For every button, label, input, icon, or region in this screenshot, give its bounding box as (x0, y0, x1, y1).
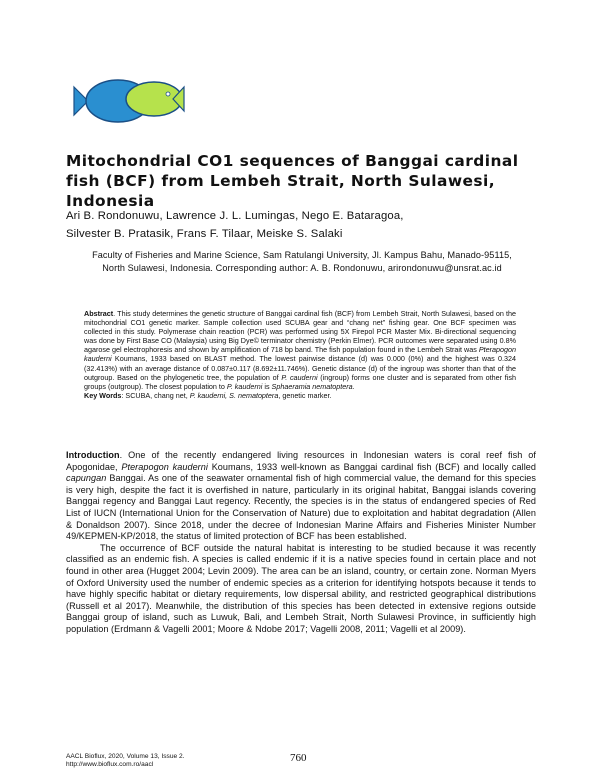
body-italic: capungan (66, 473, 107, 484)
affiliation: Faculty of Fisheries and Marine Science, Sam Ratulangi University, Jl. Kampus Bahu, Manado-95115, North Sulawesi, Indonesia. Corresponding author: A. B. Rondonuwu, arirondonuwu@unsrat.ac.id (92, 250, 512, 273)
intro-paragraph-1 (66, 450, 536, 543)
journal-footer (66, 753, 185, 769)
authors-line-1: Ari B. Rondonuwu, Lawrence J. L. Lumingas, Nego E. Bataragoa, (66, 210, 404, 222)
abstract-text: Koumans, 1933 based on BLAST method. The lowest pairwise distance (d) was 0.000 (0%) and the highest was 0.324 (32.413%) with an average distance of 0.087±0.117 (8.692±11.746%). Genetic distance (d) of the ingroup was shorter than that of the outgroup. Based on the phylogenetic tree, the population of (84, 354, 516, 382)
abstract-text: (ingroup) forms one cluster and is separated from other fish groups (outgroup). The closest population to (84, 372, 516, 391)
abstract-italic: Sphaeramia nematoptera (271, 381, 353, 391)
body-text: Banggai. As one of the seawater ornamental fish of high commercial value, the demand for this species is very high, despite the fact it is overfished in nature, particularly in its original habitat, Banggai islands covering Banggai regency and Banggai Laut regency. Recently, the species is in the status of endangered species of Red List of IUCN (International Union for the Conservation of Nature) due to exploitation and habitat degradation (Allen & Donaldson 2007). Since 2018, under the decree of Indonesian Marine Affairs and Fisheries Minister Number 49/KEPMEN-KP/2018, the status of limited protection of BCF has been established. (66, 473, 536, 542)
body-italic: Pterapogon kauderni (121, 461, 208, 472)
author-list (66, 207, 536, 243)
abstract-text: . (352, 381, 355, 391)
abstract-text: is (262, 381, 272, 391)
authors-line-2: Silvester B. Pratasik, Frans F. Tilaar, Meiske S. Salaki (66, 228, 343, 240)
fish-logo-icon (74, 80, 184, 122)
abstract-italic: Pterapogon kauderni (84, 345, 516, 364)
page-number: 760 (290, 752, 307, 764)
abstract-italic: P. kauderni (226, 381, 263, 391)
abstract (84, 309, 516, 400)
abstract-label: Abstract (84, 309, 114, 318)
journal-logo (70, 73, 190, 129)
abstract-italic: P. cauderni (281, 372, 318, 382)
body-text: . One of the recently endangered living resources in Indonesian waters is coral reef fish of Apogonidae, (66, 450, 536, 472)
abstract-text: . This study determines the genetic structure of Banggai cardinal fish (BCF) from Lembeh Strait, North Sulawesi, based on the mitochondrial CO1 genetic marker. Sample collection used SCUBA gear and “chang net” fishing gear. One BCF specimen was collected in this study. Polymerase chain reaction (PCR) was performed using 5X Firepol PCR Master Mix. Bi-directional sequencing was done by First Base CO (Malaysia) using Big Dye© terminator chemistry (Perkin Elmer). PCR outcomes were separated using 0.8% agarose gel electrophoresis and shown by amplification of 718 bp band. The fish population found in the Lembeh Strait was (84, 309, 516, 355)
paper-title: Mitochondrial CO1 sequences of Banggai cardinal fish (BCF) from Lembeh Strait, North Sulawesi, Indonesia (66, 152, 519, 210)
intro-paragraph-2: The occurrence of BCF outside the natural habitat is interesting to be studied because it was recently classified as an endemic fish. A species is called endemic if it is a native species found in certain place and not found in other area (Hugget 2004; Levin 2009). The area can be an island, country, or certain zone. Norman Myers of Oxford University used the number of endemic species as a criterion for identifying hotspots because it tends to have highly specific habitat or dietary requirements, low dispersal ability, and restricted geographical distributions (Russell et al 2017). Meanwhile, the distribution of this species has been detected in extensive regions outside Banggai group of island, such as Luwuk, Bali, and Lembeh Strait, North Sulawesi Province, in sufficiently high population (Erdmann & Vagelli 2001; Moore & Ndobe 2017; Vagelli 2008, 2011; Vagelli et al 2009). (66, 542, 536, 634)
keywords-label: Key Words (84, 390, 122, 400)
section-heading: Introduction (66, 450, 120, 460)
main-text (66, 450, 536, 636)
keywords-text: : SCUBA, chang net, (121, 390, 190, 400)
journal-citation: AACL Bioflux, 2020, Volume 13, Issue 2. (66, 753, 185, 760)
journal-url[interactable]: http://www.bioflux.com.ro/aacl (66, 761, 154, 768)
keywords-text: , genetic marker. (278, 390, 332, 400)
body-text: Koumans, 1933 well-known as Banggai cardinal fish (BCF) and locally called (207, 461, 536, 472)
keywords-italic: P. kauderni, S. nematoptera (189, 390, 279, 400)
